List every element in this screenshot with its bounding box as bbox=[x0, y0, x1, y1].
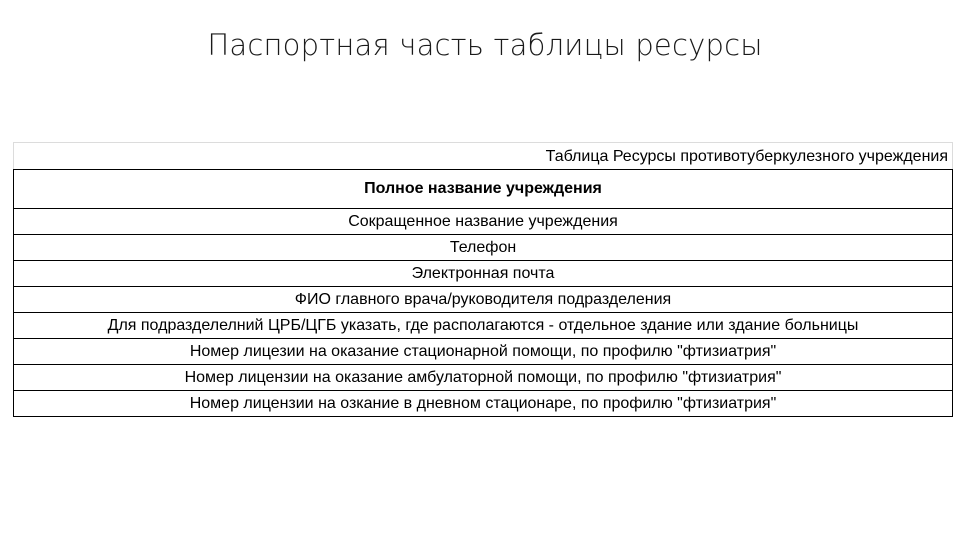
table-row bbox=[14, 313, 953, 339]
table-cell-inpatient-license: Номер лицезии на оказание стационарной помощи, по профилю "фтизиатрия" bbox=[14, 339, 953, 365]
resources-table-body bbox=[13, 169, 953, 417]
table-cell-location: Для подразделелний ЦРБ/ЦГБ указать, где располагаются - отдельное здание или здание больницы bbox=[14, 313, 953, 339]
table-row bbox=[14, 170, 953, 209]
table-cell-day-hospital-license: Номер лицензии на озкание в дневном стационаре, по профилю "фтизиатрия" bbox=[14, 391, 953, 417]
table-row bbox=[14, 235, 953, 261]
table-row bbox=[14, 339, 953, 365]
table-row bbox=[14, 365, 953, 391]
table-cell-email: Электронная почта bbox=[14, 261, 953, 287]
table-cell-short-name: Сокращенное название учреждения bbox=[14, 209, 953, 235]
table-cell-phone: Телефон bbox=[14, 235, 953, 261]
table-row bbox=[14, 261, 953, 287]
table-header: Таблица Ресурсы противотуберкулезного учреждения bbox=[13, 142, 953, 169]
table-row bbox=[14, 287, 953, 313]
table-row bbox=[14, 391, 953, 417]
table-cell-full-name: Полное название учреждения bbox=[14, 170, 953, 209]
table-cell-head-doctor: ФИО главного врача/руководителя подразделения bbox=[14, 287, 953, 313]
table-cell-outpatient-license: Номер лицензии на оказание амбулаторной помощи, по профилю "фтизиатрия" bbox=[14, 365, 953, 391]
slide-title: Паспортная часть таблицы ресурсы bbox=[207, 28, 763, 62]
resources-table bbox=[13, 142, 953, 417]
table-row bbox=[14, 209, 953, 235]
